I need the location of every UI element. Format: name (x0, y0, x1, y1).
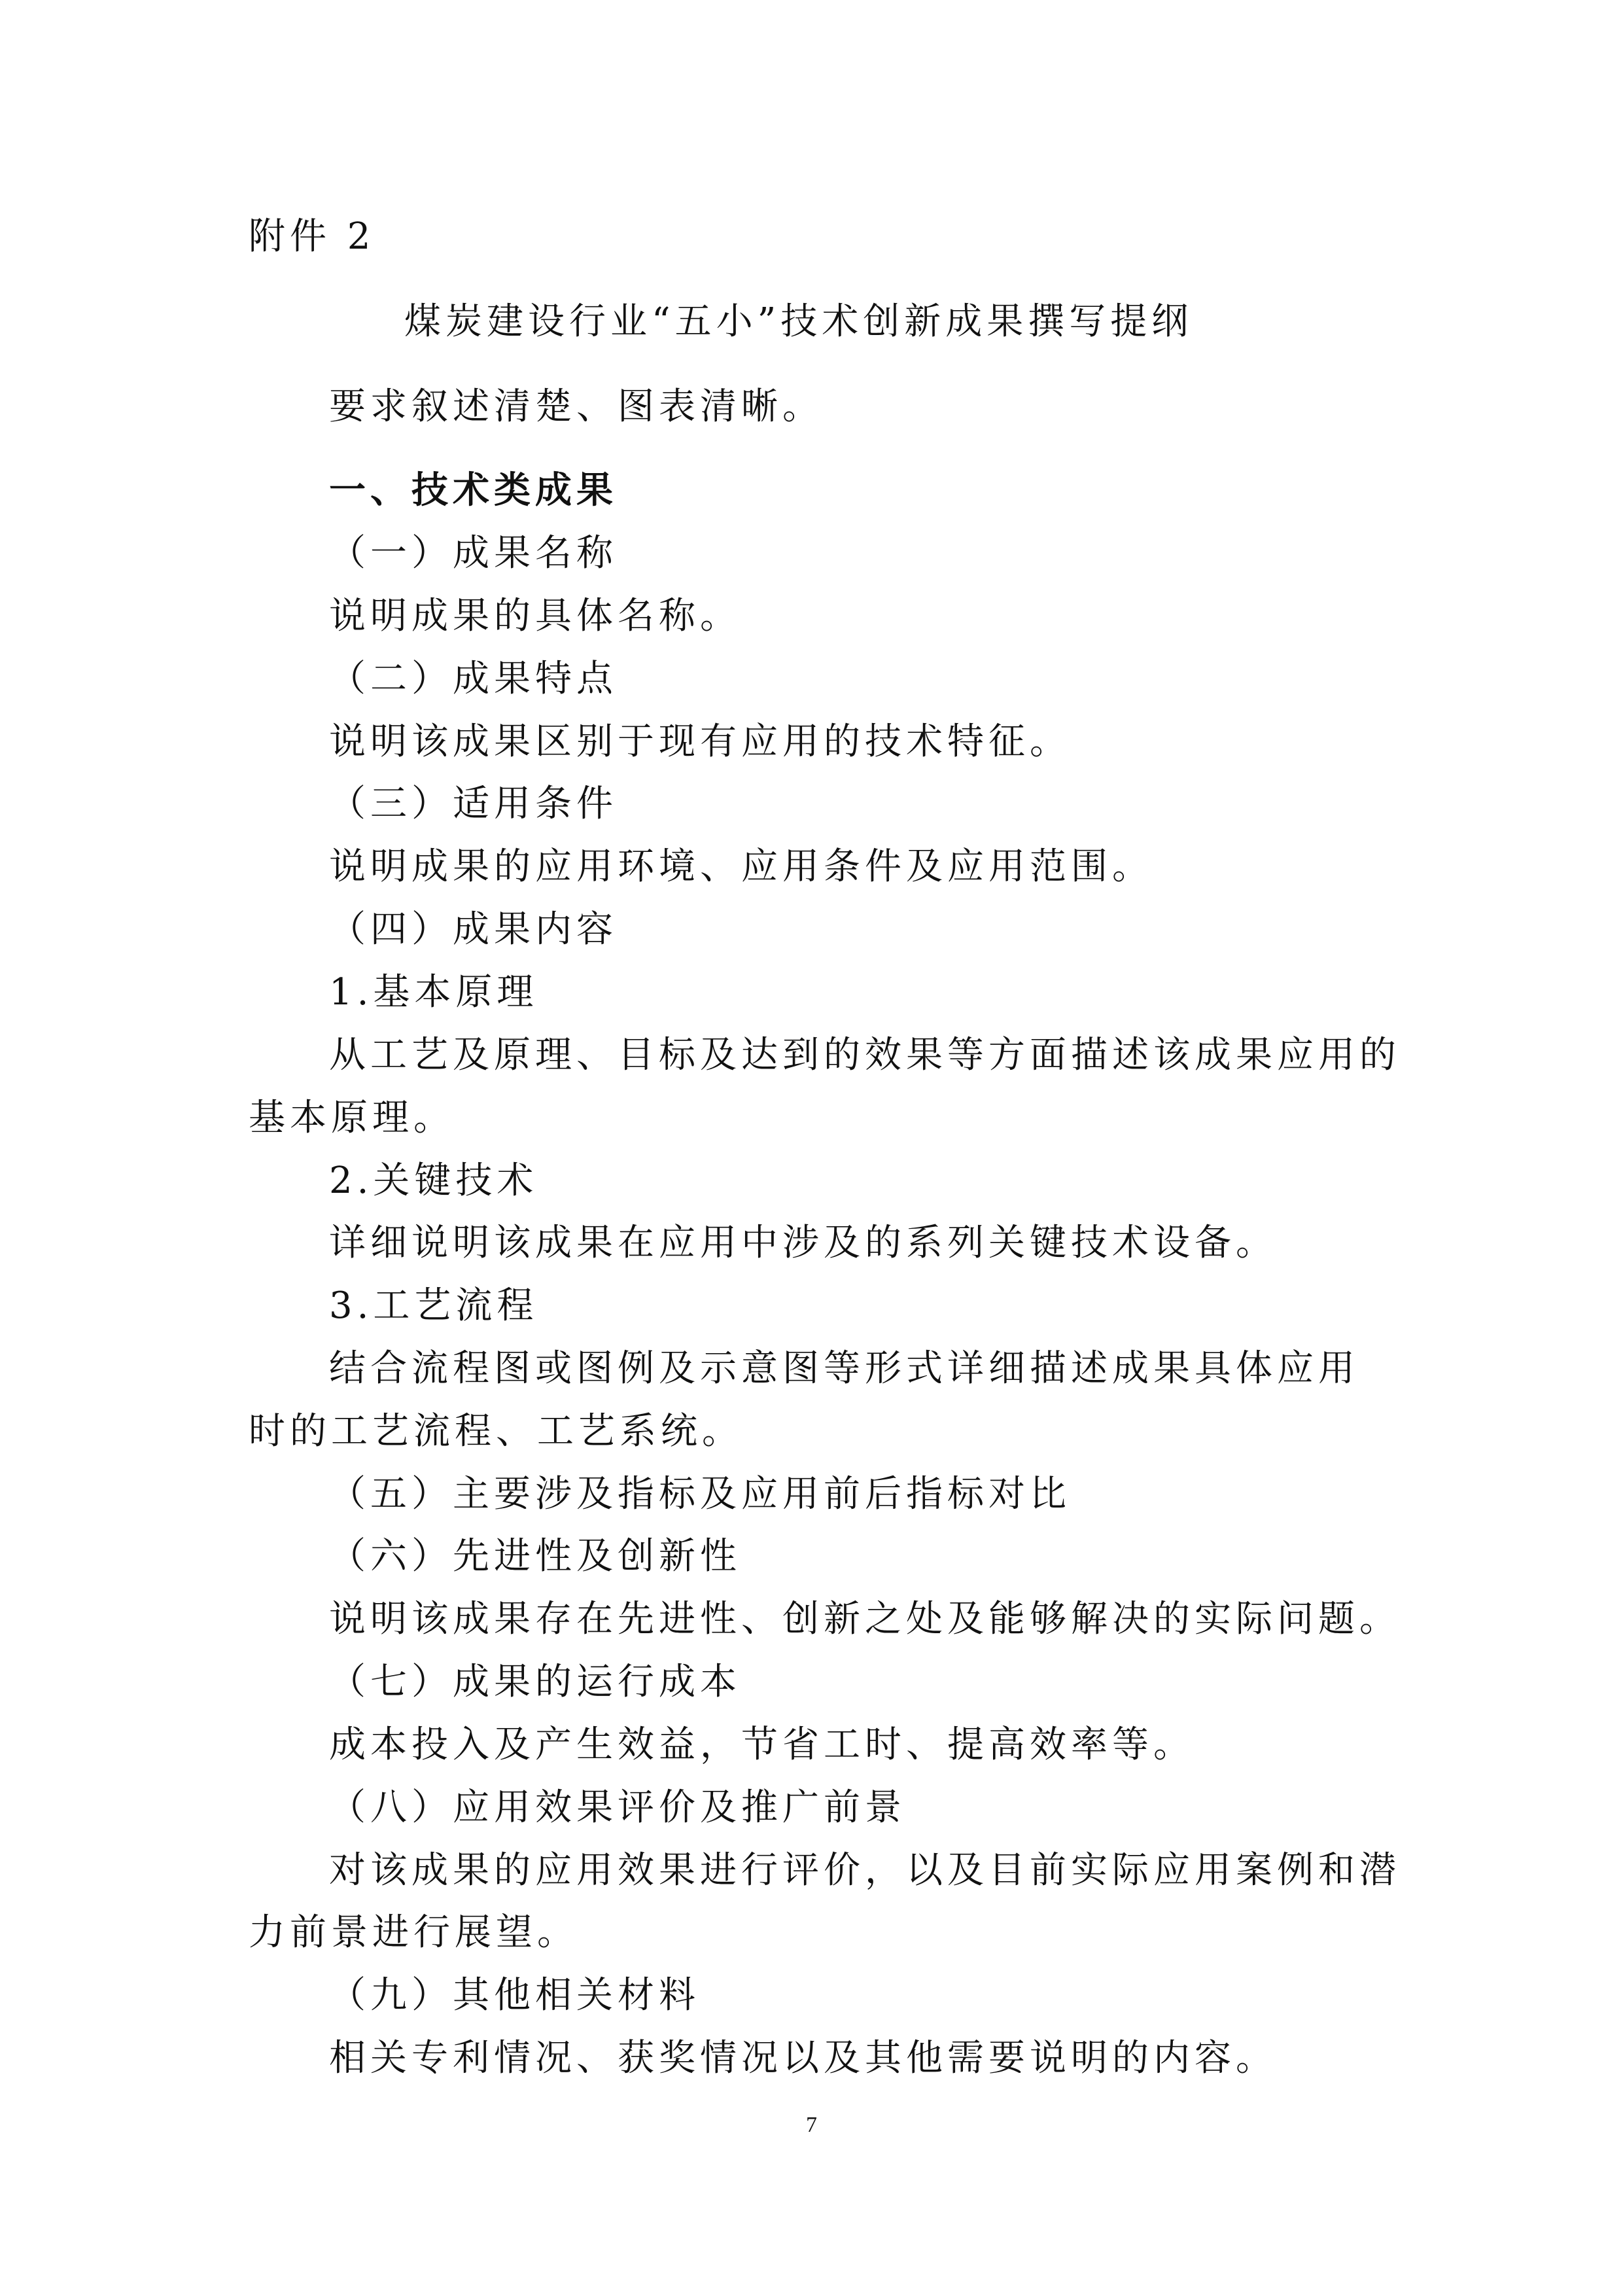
item-heading: （四）成果内容 (329, 908, 618, 951)
section-heading: 一、技术类成果 (329, 468, 618, 512)
item-heading: （七）成果的运行成本 (329, 1661, 741, 1703)
subitem-heading: 2.关键技术 (329, 1159, 538, 1202)
item-heading: （九）其他相关材料 (329, 1974, 700, 2017)
attachment-label: 附件 2 (249, 215, 375, 258)
item-body-line: 力前景进行展望。 (249, 1911, 578, 1954)
item-heading: （六）先进性及创新性 (329, 1535, 741, 1578)
document-title: 煤炭建设行业“五小”技术创新成果撰写提纲 (404, 300, 1193, 343)
intro-text: 要求叙述清楚、图表清晰。 (329, 385, 824, 428)
page-number: 7 (806, 2113, 817, 2137)
subitem-body-line: 结合流程图或图例及示意图等形式详细描述成果具体应用 (329, 1347, 1359, 1390)
item-heading: （二）成果特点 (329, 658, 618, 700)
subitem-heading: 1.基本原理 (329, 971, 538, 1014)
subitem-body-line: 基本原理。 (249, 1097, 455, 1139)
item-body: 说明该成果区别于现有应用的技术特征。 (329, 720, 1071, 763)
item-body: 相关专利情况、获奖情况以及其他需要说明的内容。 (329, 2037, 1277, 2079)
item-body: 说明成果的应用环境、应用条件及应用范围。 (329, 845, 1153, 888)
item-body: 成本投入及产生效益，节省工时、提高效率等。 (329, 1723, 1195, 1766)
item-heading: （三）适用条件 (329, 783, 618, 825)
subitem-heading: 3.工艺流程 (329, 1284, 538, 1327)
subitem-body-line: 从工艺及原理、目标及达到的效果等方面描述该成果应用的 (329, 1034, 1401, 1076)
item-body: 说明成果的具体名称。 (329, 595, 741, 637)
item-heading: （一）成果名称 (329, 532, 618, 574)
subitem-body: 详细说明该成果在应用中涉及的系列关键技术设备。 (329, 1222, 1277, 1264)
subitem-body-line: 时的工艺流程、工艺系统。 (249, 1410, 743, 1453)
item-heading: （八）应用效果评价及推广前景 (329, 1786, 906, 1829)
item-body-line: 对该成果的应用效果进行评价，以及目前实际应用案例和潜 (329, 1849, 1401, 1892)
item-heading: （五）主要涉及指标及应用前后指标对比 (329, 1473, 1071, 1515)
item-body: 说明该成果存在先进性、创新之处及能够解决的实际问题。 (329, 1598, 1401, 1640)
